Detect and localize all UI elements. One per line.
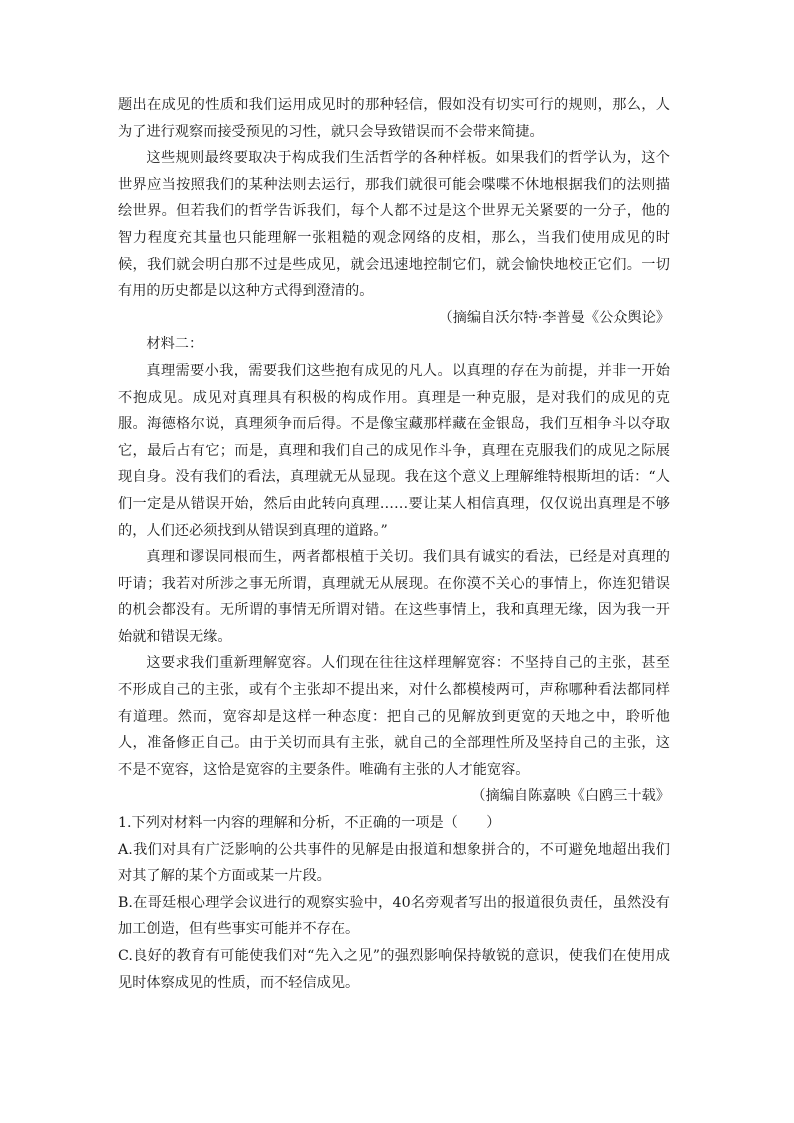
question-stem: 1.下列对材料一内容的理解和分析，不正确的一项是（ ） — [118, 815, 501, 832]
material-two-paragraph-2: 真理和谬误同根而生，两者都根植于关切。我们具有诚实的看法，已经是对真理的吁请；我若对所涉之事无所谓，真理就无从展现。在你漠不关心的事情上，你连犯错误的机会都没有。无所谓的事情无所谓对错。在这些事情上，我和真理无缘，因为我一开始就和错误无缘。 — [118, 549, 670, 645]
document-page — [118, 92, 670, 996]
material-one-paragraph-1: 题出在成见的性质和我们运用成见时的那种轻信，假如没有切实可行的规则，那么，人为了进行观察而接受预见的习性，就只会导致错误而不会带来简捷。 — [118, 97, 670, 140]
material-one-paragraph-2: 这些规则最终要取决于构成我们生活哲学的各种样板。如果我们的哲学认为，这个世界应当按照我们的某种法则去运行，那我们就很可能会喋喋不休地根据我们的法则描绘世界。但若我们的哲学告诉我们，每个人都不过是这个世界无关紧要的一分子，他的智力程度充其量也只能理解一张粗糙的观念网络的皮相，那么，当我们使用成见的时候，我们就会明白那不过是些成见，就会迅速地控制它们，就会愉快地校正它们。一切有用的历史都是以这种方式得到澄清的。 — [118, 150, 670, 300]
question-option-b: B.在哥廷根心理学会议进行的观察实验中，40名旁观者写出的报道很负责任，虽然没有加工创造，但有些事实可能并不存在。 — [118, 894, 670, 938]
question-option-a: A.我们对具有广泛影响的公共事件的见解是由报道和想象拼合的，不可避免地超出我们对其了解的某个方面或某一片段。 — [118, 841, 670, 885]
material-one-source: （摘编自沃尔特·李普曼《公众舆论》 — [438, 309, 670, 326]
material-two-paragraph-3: 这要求我们重新理解宽容。人们现在往往这样理解宽容：不坚持自己的主张，甚至不形成自己的主张，或有个主张却不提出来，对什么都模棱两可，声称哪种看法都同样有道理。然而，宽容却是这样一种态度：把自己的见解放到更宽的天地之中，聆听他人，准备修正自己。由于关切而具有主张，就自己的全部理性所及坚持自己的主张，这不是不宽容，这恰是宽容的主要条件。唯确有主张的人才能宽容。 — [118, 655, 670, 778]
material-two-paragraph-1: 真理需要小我，需要我们这些抱有成见的凡人。以真理的存在为前提，并非一开始不抱成见。成见对真理具有积极的构成作用。真理是一种克服，是对我们的成见的克服。海德格尔说，真理须争而后得。不是像宝藏那样藏在金银岛，我们互相争斗以夺取它，最后占有它；而是，真理和我们自己的成见作斗争，真理在克服我们的成见之际展现自身。没有我们的看法，真理就无从显现。我在这个意义上理解维特根斯坦的话：“人们一定是从错误开始，然后由此转向真理……要让某人相信真理，仅仅说出真理是不够的，人们还必须找到从错误到真理的道路。” — [118, 362, 670, 539]
question-option-c: C.良好的教育有可能使我们对“先入之见”的强烈影响保持敏锐的意识，使我们在使用成见时体察成见的性质，而不轻信成见。 — [118, 948, 670, 991]
material-two-source: （摘编自陈嘉映《白鸥三十载》 — [471, 788, 670, 805]
material-two-heading: 材料二： — [146, 336, 204, 353]
